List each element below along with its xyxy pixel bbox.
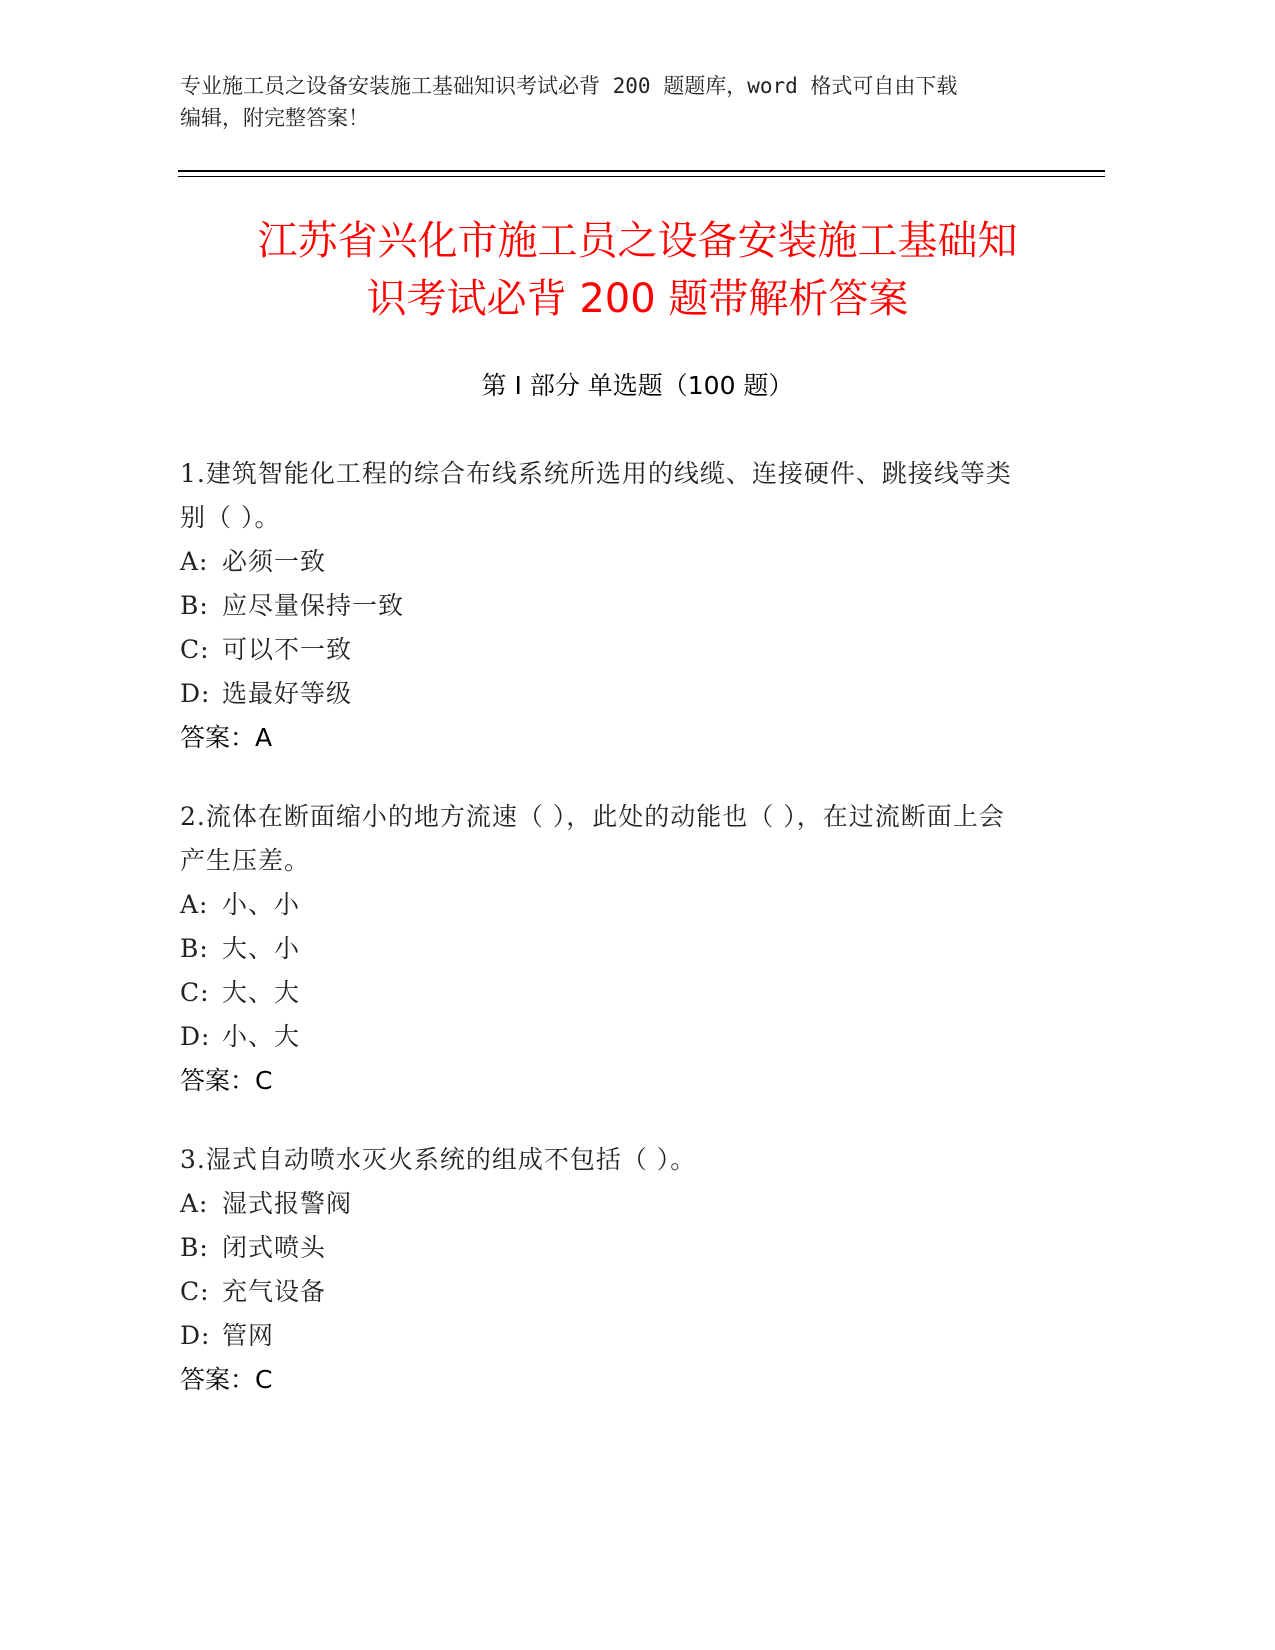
option-letter: B: (180, 934, 209, 963)
document-title (150, 212, 1125, 328)
header-divider-thin (178, 176, 1105, 177)
option-letter: D: (180, 679, 211, 708)
answer-line: 答案：A (180, 723, 273, 752)
question-stem: 1.建筑智能化工程的综合布线系统所选用的线缆、连接硬件、跳接线等类别（ ）。 (180, 459, 1012, 532)
option-d (180, 672, 1020, 716)
option-letter: B: (180, 1233, 209, 1262)
question-stem: 3.湿式自动喷水灭火系统的组成不包括（ ）。 (180, 1145, 697, 1174)
option-text: 可以不一致 (222, 635, 353, 664)
option-text: 管网 (222, 1321, 275, 1350)
option-a (180, 883, 1020, 927)
question-stem: 2.流体在断面缩小的地方流速（ ），此处的动能也（ ），在过流断面上会产生压差。 (180, 802, 1005, 875)
option-text: 大、小 (222, 934, 301, 963)
option-c (180, 971, 1020, 1015)
option-letter: D: (180, 1321, 211, 1350)
option-text: 小、小 (222, 890, 301, 919)
option-letter: C: (180, 1277, 210, 1306)
option-b (180, 927, 1020, 971)
section-heading: 第 I 部分 单选题（100 题） (481, 371, 794, 400)
option-text: 闭式喷头 (222, 1233, 327, 1262)
option-a (180, 1182, 1020, 1226)
option-c (180, 628, 1020, 672)
question-list (180, 452, 1020, 1437)
option-letter: C: (180, 978, 210, 1007)
option-c (180, 1270, 1020, 1314)
option-text: 充气设备 (222, 1277, 327, 1306)
option-letter: C: (180, 635, 210, 664)
header-note-line-2: 编辑，附完整答案！ (180, 106, 369, 130)
document-title-line-2: 识考试必背 200 题带解析答案 (366, 276, 909, 322)
option-text: 湿式报警阀 (222, 1189, 353, 1218)
option-text: 小、大 (222, 1022, 301, 1051)
document-title-line-1: 江苏省兴化市施工员之设备安装施工基础知 (257, 218, 1018, 264)
answer-line: 答案：C (180, 1066, 273, 1095)
option-text: 应尽量保持一致 (222, 591, 405, 620)
option-text: 大、大 (222, 978, 301, 1007)
option-letter: A: (180, 547, 209, 576)
option-text: 必须一致 (222, 547, 327, 576)
option-letter: D: (180, 1022, 211, 1051)
option-letter: B: (180, 591, 209, 620)
option-d (180, 1314, 1020, 1358)
answer-line: 答案：C (180, 1365, 273, 1394)
option-text: 选最好等级 (222, 679, 353, 708)
option-b (180, 1226, 1020, 1270)
header-note-line-1: 专业施工员之设备安装施工基础知识考试必背 200 题题库，word 格式可自由下载 (180, 74, 958, 98)
question-item (180, 452, 1020, 760)
question-item (180, 1138, 1020, 1402)
header-divider-thick (178, 170, 1105, 172)
header-note (180, 70, 1100, 134)
question-item (180, 795, 1020, 1103)
option-a (180, 540, 1020, 584)
option-letter: A: (180, 1189, 209, 1218)
option-d (180, 1015, 1020, 1059)
option-letter: A: (180, 890, 209, 919)
option-b (180, 584, 1020, 628)
